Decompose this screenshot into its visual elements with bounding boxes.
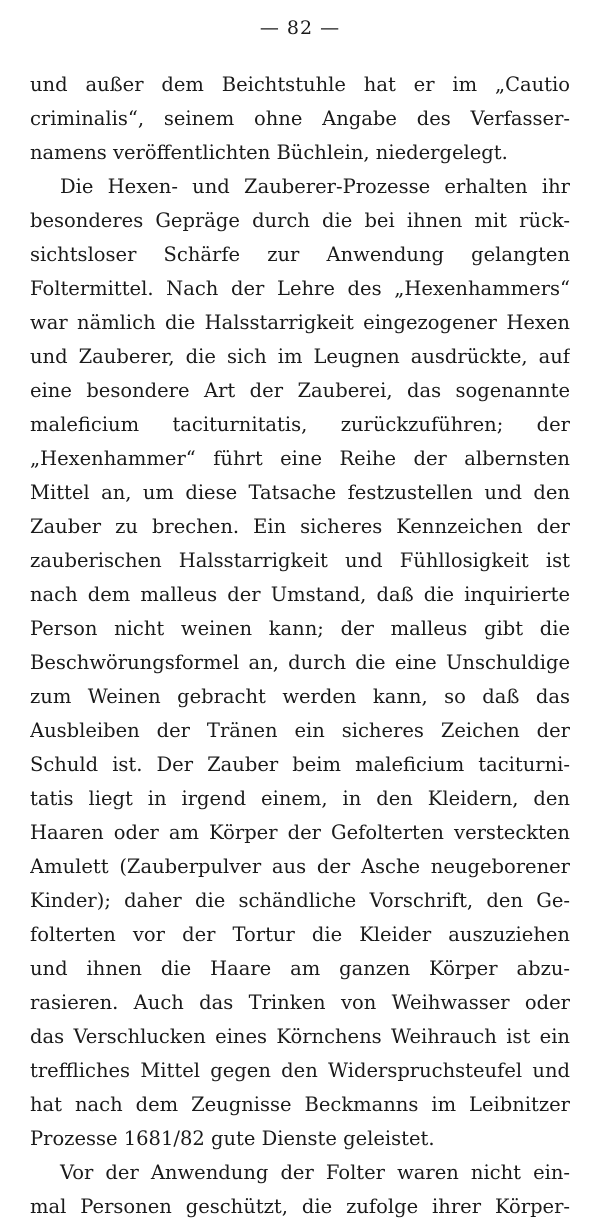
text-line: Zauber zu brechen. Ein sicheres Kennzeichen der xyxy=(30,515,570,538)
text-line: treffliches Mittel gegen den Widerspruchsteufel und xyxy=(30,1059,570,1082)
text-line: Die Hexen- und Zauberer-Prozesse erhalten ihr xyxy=(60,175,570,198)
text-line: nach dem malleus der Umstand, daß die inquirierte xyxy=(30,583,570,606)
text-line: Ausbleiben der Tränen ein sicheres Zeichen der xyxy=(30,719,570,742)
text-line: zauberischen Halsstarrigkeit und Fühllosigkeit ist xyxy=(30,549,570,572)
text-line: eine besondere Art der Zauberei, das sogenannte xyxy=(30,379,570,402)
text-line: maleficium taciturnitatis, zurückzuführen; der xyxy=(30,413,570,436)
text-line: zum Weinen gebracht werden kann, so daß das xyxy=(30,685,570,708)
text-line: Person nicht weinen kann; der malleus gibt die xyxy=(30,617,570,640)
text-line: Amulett (Zauberpulver aus der Asche neugeborener xyxy=(30,855,570,878)
text-line: rasieren. Auch das Trinken von Weihwasser oder xyxy=(30,991,570,1014)
text-line: criminalis“, seinem ohne Angabe des Verfasser- xyxy=(30,107,570,130)
text-line: „Hexenhammer“ führt eine Reihe der albernsten xyxy=(30,447,570,470)
text-line: Foltermittel. Nach der Lehre des „Hexenhammers“ xyxy=(30,277,570,300)
page-number: — 82 — xyxy=(259,17,341,39)
text-line: war nämlich die Halsstarrigkeit eingezogener Hexen xyxy=(30,311,570,334)
text-line: tatis liegt in irgend einem, in den Kleidern, den xyxy=(30,787,570,810)
text-line: Haaren oder am Körper der Gefolterten versteckten xyxy=(30,821,570,844)
text-line: und außer dem Beichtstuhle hat er im „Cautio xyxy=(30,73,570,96)
text-line: und Zauberer, die sich im Leugnen ausdrückte, auf xyxy=(30,345,570,368)
text-line: Beschwörungsformel an, durch die eine Unschuldige xyxy=(30,651,570,674)
text-line: Kinder); daher die schändliche Vorschrift, den Ge- xyxy=(30,889,570,912)
text-line: und ihnen die Haare am ganzen Körper abzu- xyxy=(30,957,570,980)
text-line: namens veröffentlichten Büchlein, niedergelegt. xyxy=(30,141,508,164)
text-line: Vor der Anwendung der Folter waren nicht ein- xyxy=(60,1161,570,1184)
text-line: Prozesse 1681/82 gute Dienste geleistet. xyxy=(30,1127,435,1150)
text-line: das Verschlucken eines Körnchens Weihrauch ist ein xyxy=(30,1025,570,1048)
text-line: sichtsloser Schärfe zur Anwendung gelangten xyxy=(30,243,570,266)
body-text xyxy=(30,68,570,1224)
text-line: hat nach dem Zeugnisse Beckmanns im Leibnitzer xyxy=(30,1093,570,1116)
text-line: folterten vor der Tortur die Kleider auszuziehen xyxy=(30,923,570,946)
text-line: Schuld ist. Der Zauber beim maleficium taciturni- xyxy=(30,753,570,776)
text-line: Mittel an, um diese Tatsache festzustellen und den xyxy=(30,481,570,504)
text-line: besonderes Gepräge durch die bei ihnen mit rück- xyxy=(30,209,570,232)
text-line: mal Personen geschützt, die zufolge ihrer Körper- xyxy=(30,1195,570,1218)
